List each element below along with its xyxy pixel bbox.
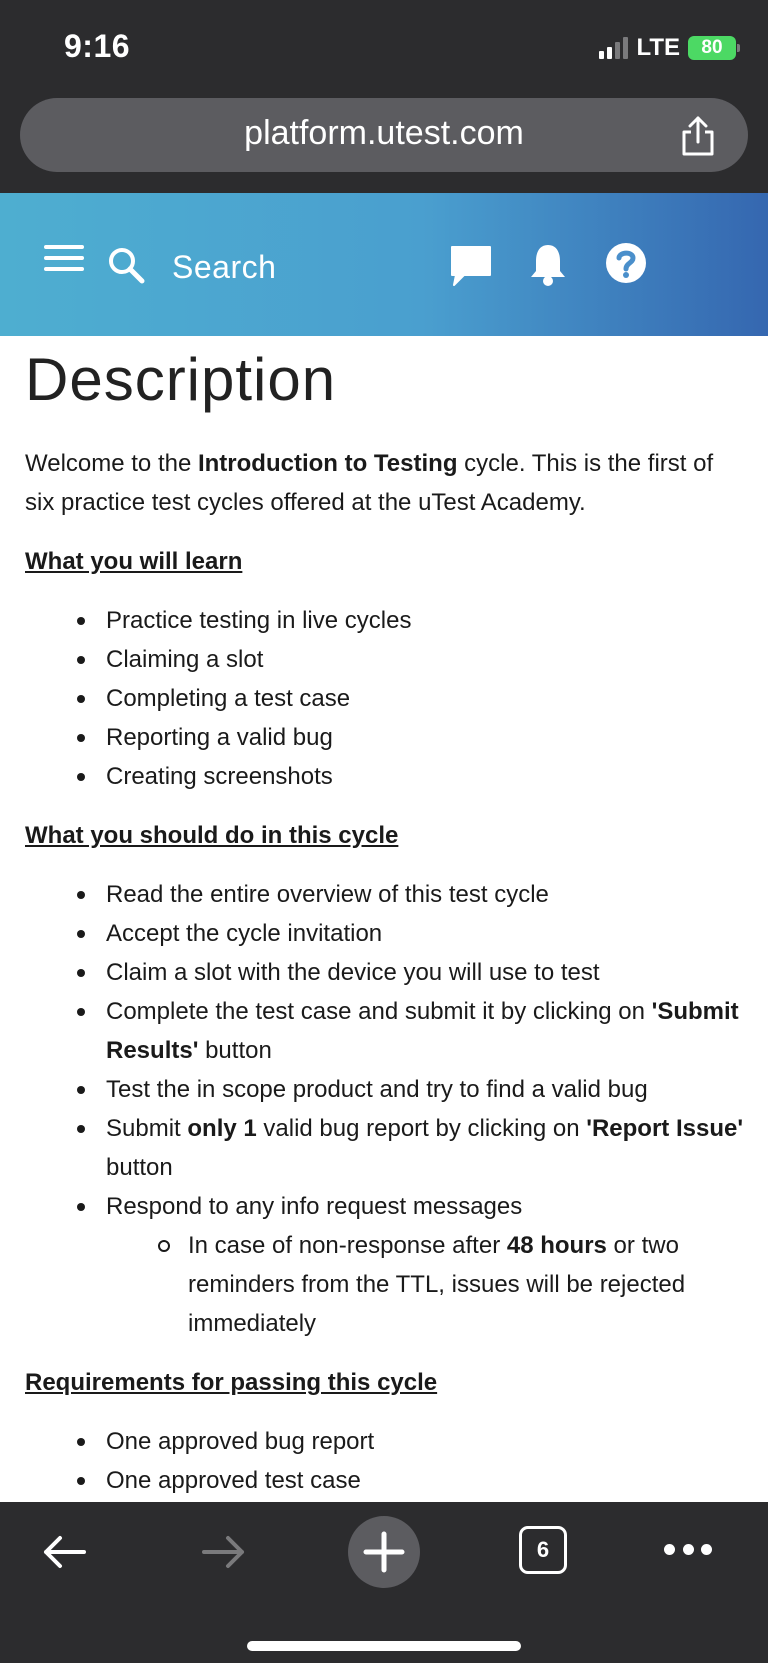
- section-heading-todo: What you should do in this cycle: [25, 822, 399, 849]
- list-item: Test the in scope product and try to find a valid bug: [106, 1070, 745, 1109]
- todo-list: [25, 875, 745, 1343]
- cycle-name: Introduction to Testing: [197, 450, 458, 477]
- list-item: Claiming a slot: [106, 640, 745, 679]
- battery-icon: [688, 36, 736, 60]
- network-type: LTE: [636, 34, 680, 61]
- page-title: Description: [25, 346, 337, 413]
- new-tab-button[interactable]: [348, 1516, 420, 1588]
- tab-count: 6: [536, 1537, 550, 1562]
- list-item: Practice testing in live cycles: [106, 601, 745, 640]
- search-icon[interactable]: [106, 245, 146, 285]
- list-item: Completing a test case: [106, 679, 745, 718]
- forward-arrow-icon[interactable]: [198, 1530, 248, 1574]
- signal-icon: [599, 37, 628, 59]
- site-header: [0, 193, 768, 336]
- tabs-button[interactable]: [519, 1526, 567, 1574]
- cycle-description: [25, 340, 745, 1500]
- section-heading-learn: What you will learn: [25, 548, 243, 575]
- chat-icon[interactable]: [448, 243, 494, 287]
- share-icon[interactable]: [678, 114, 718, 158]
- hamburger-menu-icon[interactable]: [44, 245, 84, 271]
- search-input[interactable]: Search: [172, 249, 277, 285]
- bell-icon[interactable]: [528, 241, 568, 287]
- requirements-list: [25, 1422, 745, 1500]
- more-options-icon[interactable]: [664, 1544, 712, 1558]
- sub-list: [106, 1226, 745, 1343]
- list-item: Claim a slot with the device you will use to test: [106, 953, 745, 992]
- plus-icon: [348, 1516, 420, 1588]
- list-item: Reporting a valid bug: [106, 718, 745, 757]
- help-icon[interactable]: [604, 241, 648, 285]
- browser-toolbar: [0, 1502, 768, 1663]
- list-item: One approved bug report: [106, 1422, 745, 1461]
- browser-top-bar: [0, 0, 768, 193]
- intro-paragraph: Welcome to the Introduction to Testing cycle. This is the first of six practice test cycles offered at the uTest Academy.: [25, 450, 714, 516]
- sub-list-item: In case of non-response after 48 hours or two reminders from the TTL, issues will be rejected immediately: [188, 1226, 745, 1343]
- battery-level: 80: [701, 37, 723, 58]
- back-arrow-icon[interactable]: [40, 1530, 90, 1574]
- home-indicator: [247, 1641, 521, 1651]
- list-item: Respond to any info request messages In case of non-response after 48 hours or two reminders from the TTL, issues will be rejected immediately: [106, 1187, 745, 1343]
- list-item: Accept the cycle invitation: [106, 914, 745, 953]
- list-item: Creating screenshots: [106, 757, 745, 796]
- list-item: Submit only 1 valid bug report by clicking on 'Report Issue' button: [106, 1109, 745, 1187]
- url-text[interactable]: platform.utest.com: [244, 114, 524, 152]
- list-item: One approved test case: [106, 1461, 745, 1500]
- learn-list: [25, 601, 745, 796]
- list-item: Read the entire overview of this test cycle: [106, 875, 745, 914]
- status-indicators: [599, 34, 736, 62]
- list-item: Complete the test case and submit it by clicking on 'Submit Results' button: [106, 992, 745, 1070]
- section-heading-requirements: Requirements for passing this cycle: [25, 1369, 438, 1396]
- address-bar[interactable]: [20, 98, 748, 172]
- status-time: 9:16: [64, 28, 131, 64]
